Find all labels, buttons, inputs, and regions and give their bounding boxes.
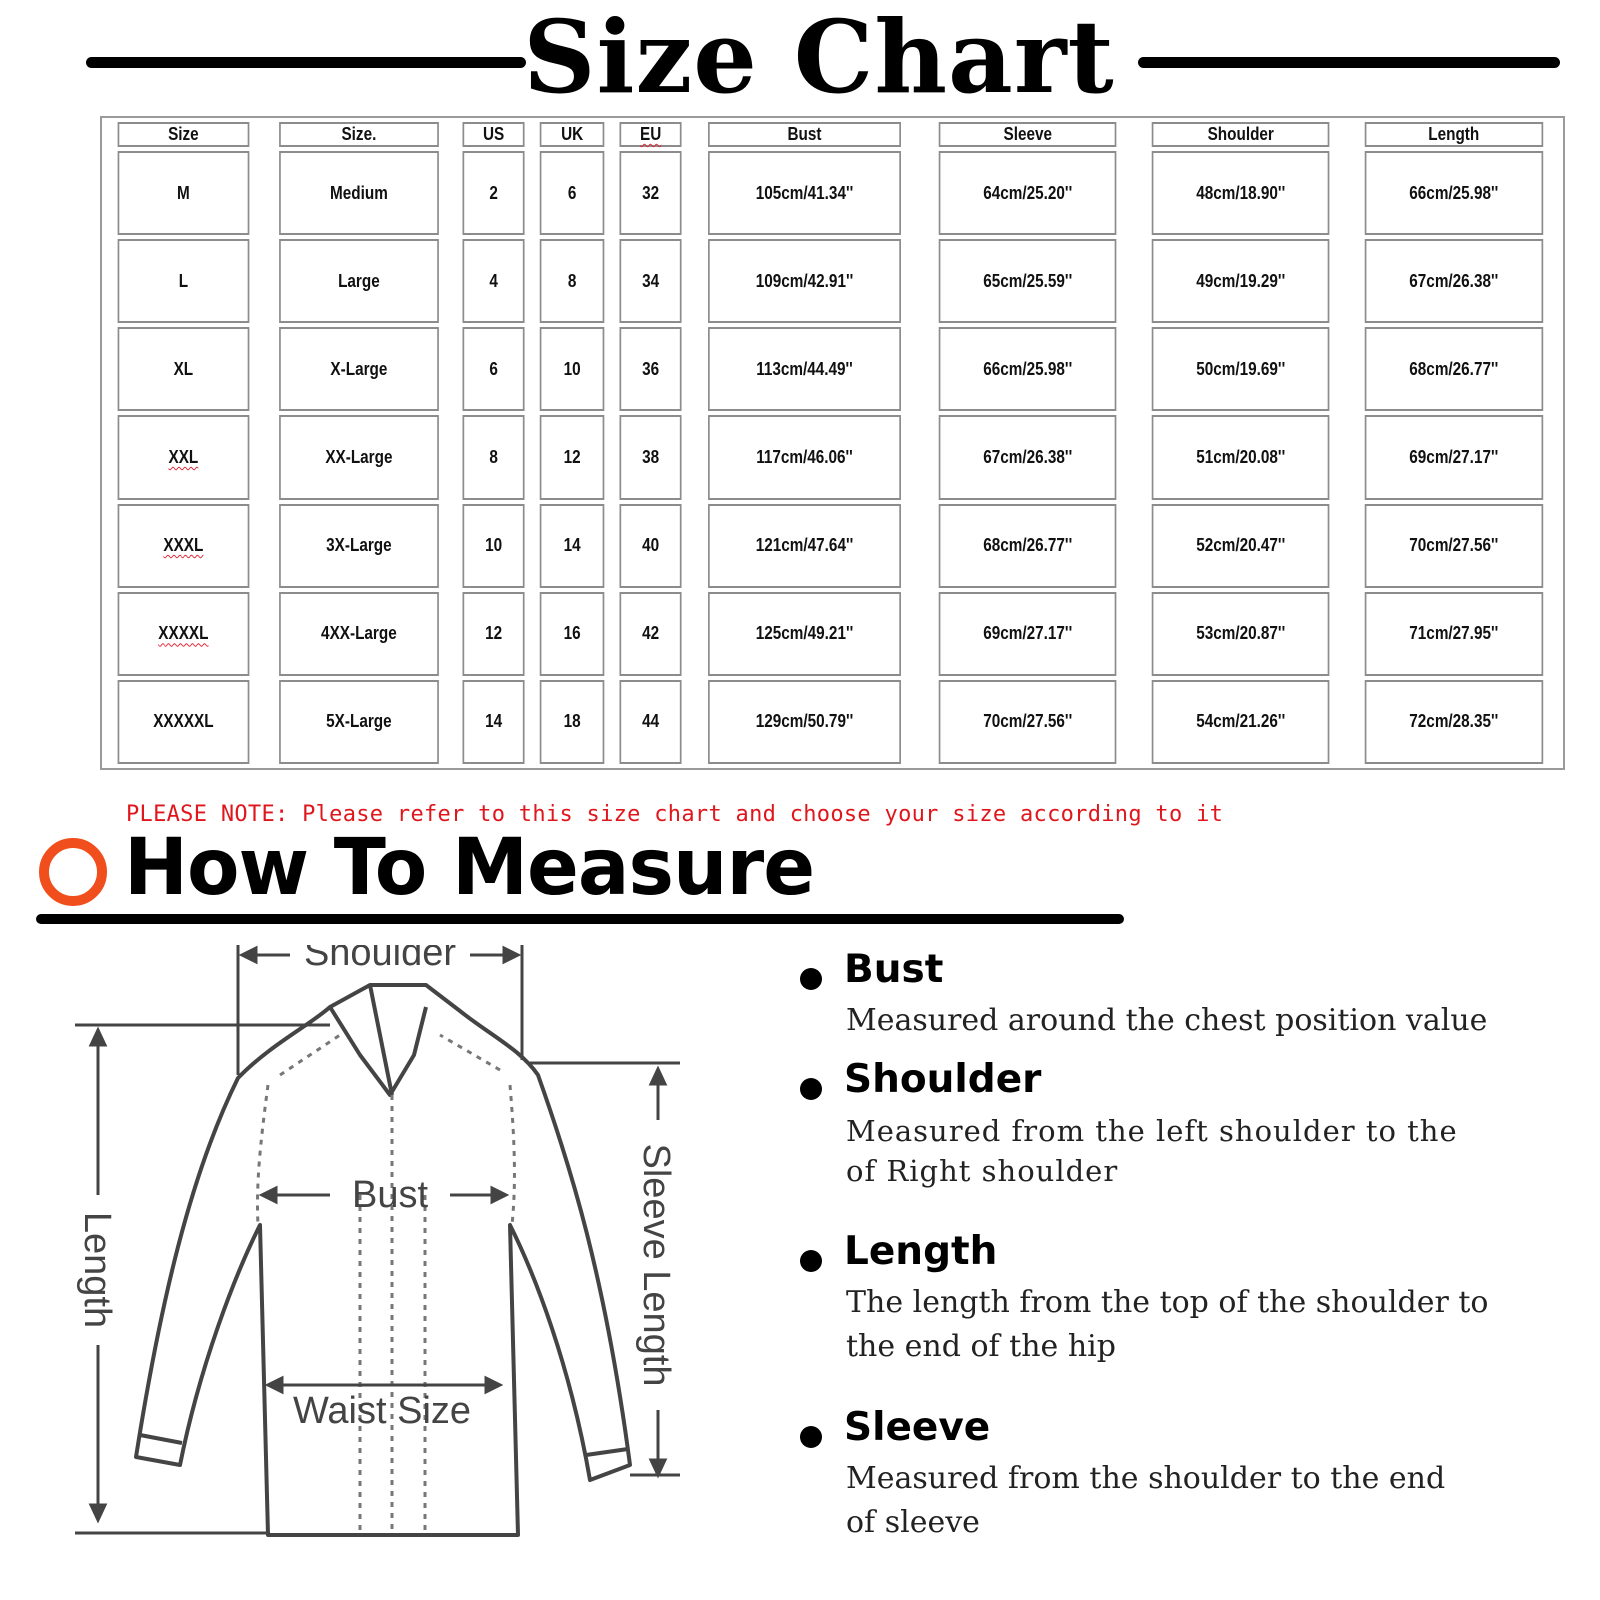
table-row [106,239,1559,323]
table-cell: L [118,239,250,323]
table-cell: 64cm/25.20'' [938,151,1116,235]
header-cell: Length [1365,122,1543,147]
table-cell: M [118,151,250,235]
size-table [100,116,1565,770]
diagram-label-shoulder: Shoulder [303,945,457,974]
jacket-diagram [30,945,720,1585]
how-to-measure-heading [36,823,1136,935]
table-cell: 14 [540,504,605,588]
table-cell: X-Large [279,327,439,411]
definition-term: Sleeve [844,1405,991,1450]
definition-term: Bust [844,947,944,992]
diagram-label-waist-size: Waist Size [292,1390,472,1432]
definition-desc-line: of sleeve [846,1505,980,1540]
table-cell: 3X-Large [279,504,439,588]
table-cell: 12 [540,415,605,499]
table-cell: 129cm/50.79'' [709,680,902,764]
table-cell: 121cm/47.64'' [709,504,902,588]
table-cell: 16 [540,592,605,676]
table-cell: XXXL [118,504,250,588]
size-note: PLEASE NOTE: Please refer to this size chart and choose your size according to it [126,802,1224,827]
table-cell: 12 [462,592,524,676]
table-cell: 70cm/27.56'' [1365,504,1543,588]
jacket-outline [136,985,630,1535]
table-cell: 71cm/27.95'' [1365,592,1543,676]
page-title: Size Chart [523,0,1115,116]
table-cell: 10 [540,327,605,411]
definition-term: Length [844,1229,998,1274]
header-cell: Size [118,122,250,147]
table-cell: 69cm/27.17'' [938,592,1116,676]
table-cell: 34 [620,239,682,323]
table-cell: 68cm/26.77'' [938,504,1116,588]
table-header-row [106,122,1559,147]
table-cell: 67cm/26.38'' [938,415,1116,499]
stitch-lines [257,1035,514,1533]
table-cell: 8 [462,415,524,499]
bullet-dot-icon [800,968,822,990]
table-row [106,680,1559,764]
table-cell: 125cm/49.21'' [709,592,902,676]
table-cell: 40 [620,504,682,588]
table-cell: 72cm/28.35'' [1365,680,1543,764]
header-cell: UK [540,122,605,147]
table-cell: 67cm/26.38'' [1365,239,1543,323]
bullet-dot-icon [800,1250,822,1272]
table-cell: 6 [540,151,605,235]
table-cell: 8 [540,239,605,323]
table-cell: XL [118,327,250,411]
table-cell: 113cm/44.49'' [709,327,902,411]
heading-underline [36,914,1124,924]
table-body [106,151,1559,764]
table-cell: 18 [540,680,605,764]
definition-desc-line: Measured around the chest position value [846,1003,1488,1038]
header-cell: Bust [709,122,902,147]
table-cell: 44 [620,680,682,764]
header-cell: Shoulder [1152,122,1330,147]
table-cell: 51cm/20.08'' [1152,415,1330,499]
table-row [106,592,1559,676]
diagram-label-sleeve-length: Sleeve Length [635,1143,677,1387]
jacket-illustration [30,945,720,1585]
table-cell: 53cm/20.87'' [1152,592,1330,676]
header-cell: US [462,122,524,147]
table-row [106,151,1559,235]
table-cell: 32 [620,151,682,235]
table-cell: 69cm/27.17'' [1365,415,1543,499]
table-cell: 49cm/19.29'' [1152,239,1330,323]
table-cell: 4 [462,239,524,323]
table-cell: XXXXXL [118,680,250,764]
definition-desc-line: Measured from the left shoulder to the [846,1114,1458,1148]
definition-desc-line: the end of the hip [846,1329,1116,1364]
orange-ring-icon [39,838,107,906]
definition-term: Shoulder [844,1057,1042,1102]
table-cell: 50cm/19.69'' [1152,327,1330,411]
table-cell: 66cm/25.98'' [938,327,1116,411]
table-cell: Large [279,239,439,323]
table-cell: 68cm/26.77'' [1365,327,1543,411]
header-cell: EU [620,122,682,147]
table-cell: 14 [462,680,524,764]
definition-desc-line: The length from the top of the shoulder to [846,1285,1489,1320]
table-cell: 66cm/25.98'' [1365,151,1543,235]
table-cell: 4XX-Large [279,592,439,676]
table-cell: 5X-Large [279,680,439,764]
table-row [106,415,1559,499]
header-cell: Sleeve [938,122,1116,147]
table-cell: 117cm/46.06'' [709,415,902,499]
table-cell: XXXXL [118,592,250,676]
table-cell: 48cm/18.90'' [1152,151,1330,235]
table-cell: 38 [620,415,682,499]
table-cell: Medium [279,151,439,235]
table-cell: 70cm/27.56'' [938,680,1116,764]
diagram-label-length: Length [76,1211,118,1329]
table-row [106,504,1559,588]
definition-desc-line: of Right shoulder [846,1154,1119,1188]
table-cell: 36 [620,327,682,411]
table-cell: 2 [462,151,524,235]
table-cell: 52cm/20.47'' [1152,504,1330,588]
table-cell: 6 [462,327,524,411]
table-cell: XX-Large [279,415,439,499]
table-cell: 10 [462,504,524,588]
size-chart-header [0,0,1600,118]
table-cell: 42 [620,592,682,676]
definition-desc-line: Measured from the shoulder to the end [846,1461,1446,1496]
table-cell: 109cm/42.91'' [709,239,902,323]
table-cell: 54cm/21.26'' [1152,680,1330,764]
header-cell: Size. [279,122,439,147]
table-cell: 65cm/25.59'' [938,239,1116,323]
diagram-label-bust: Bust [351,1174,429,1216]
table-cell: 105cm/41.34'' [709,151,902,235]
bullet-dot-icon [800,1426,822,1448]
table-row [106,327,1559,411]
measure-title: How To Measure [124,823,815,913]
bullet-dot-icon [800,1078,822,1100]
table-cell: XXL [118,415,250,499]
